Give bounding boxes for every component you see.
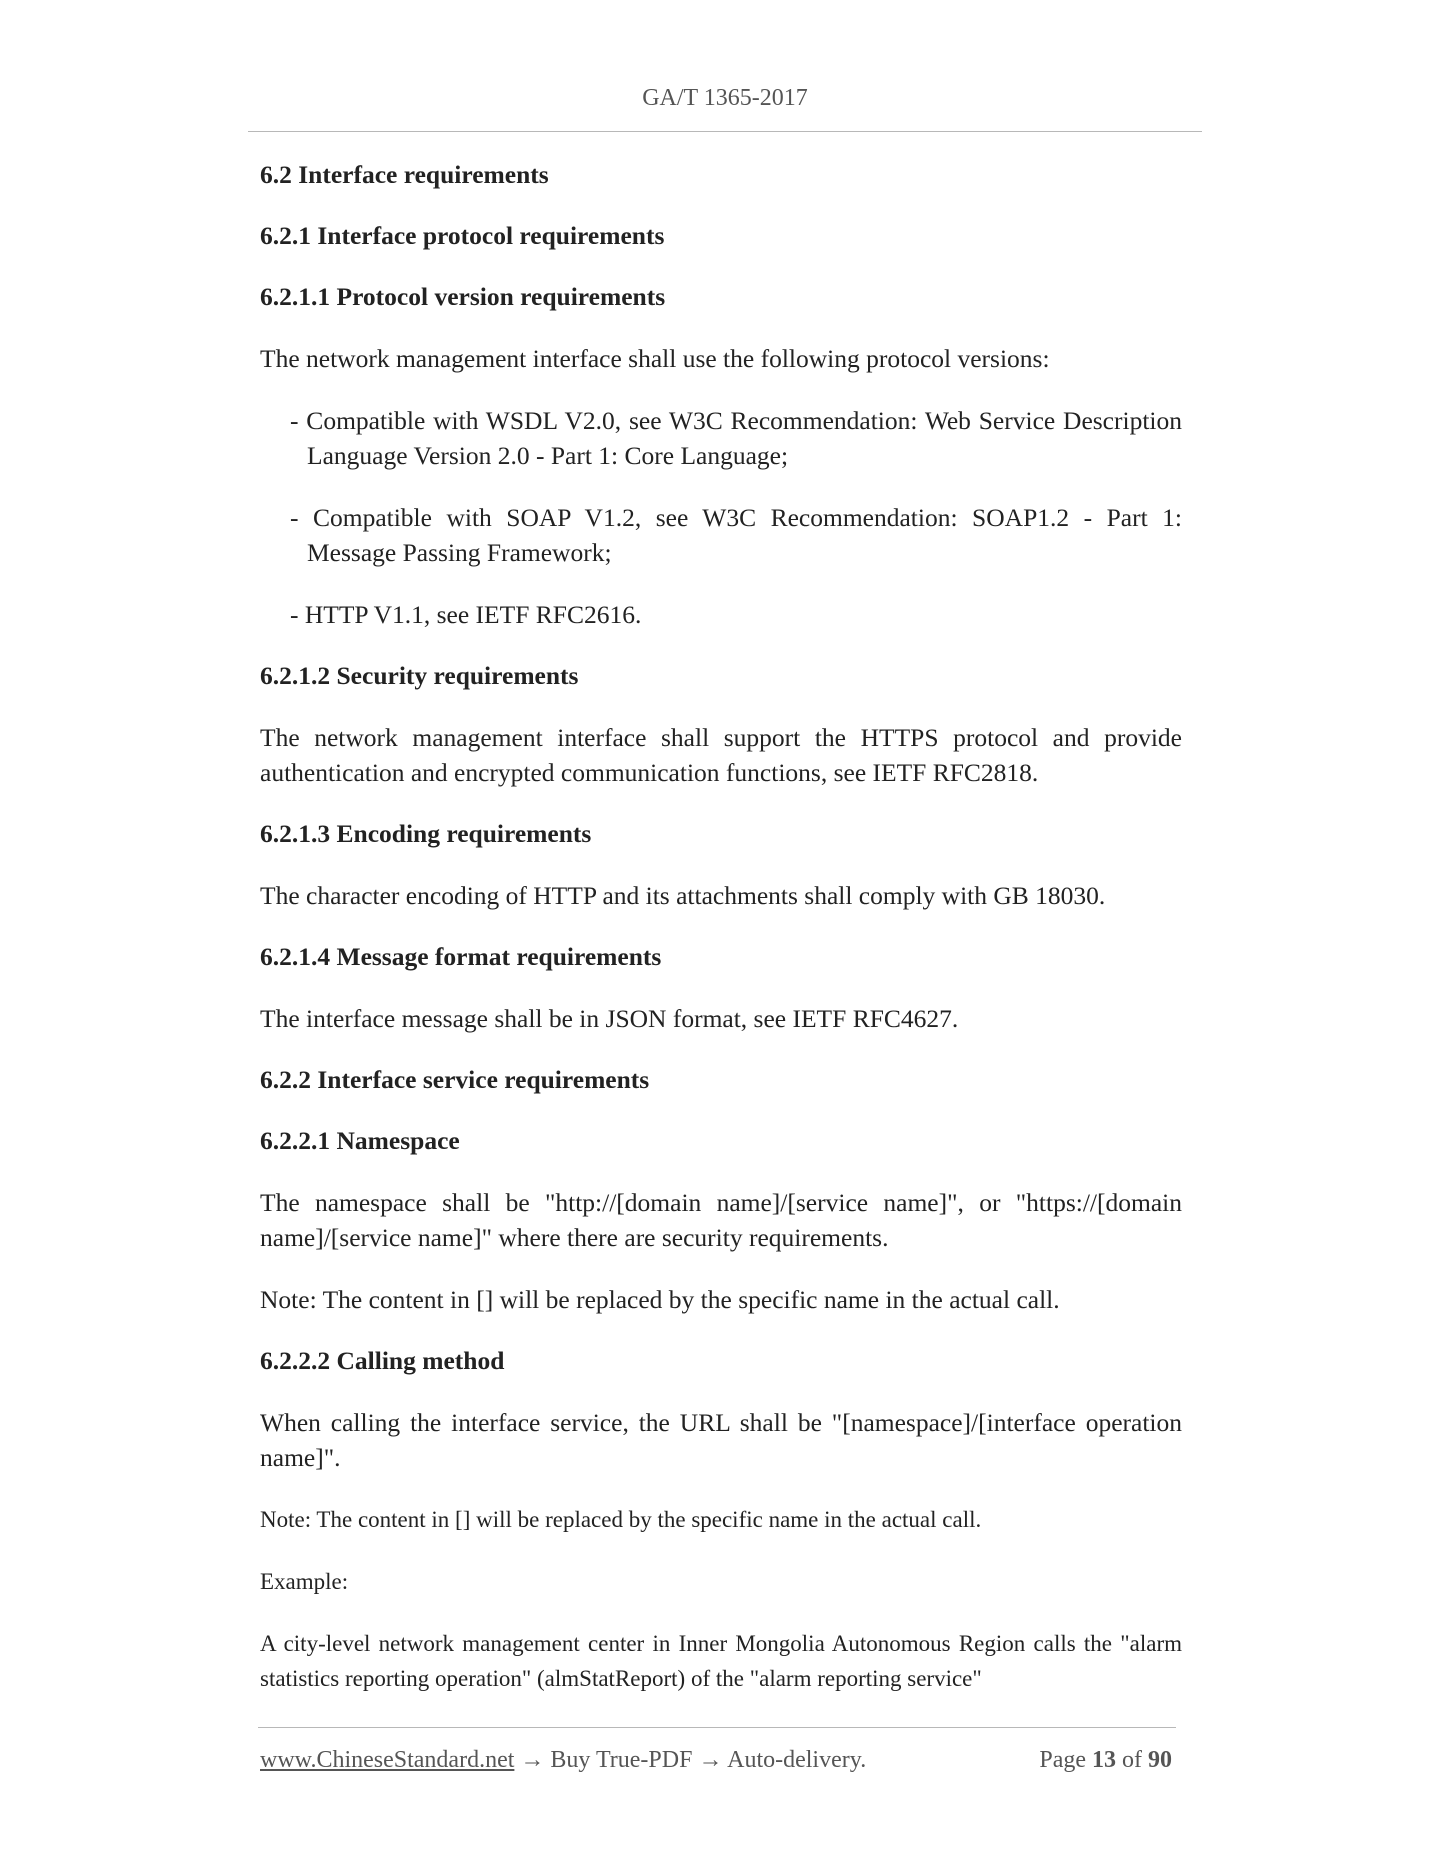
paragraph: When calling the interface service, the URL shall be "[namespace]/[interface operation name]". xyxy=(260,1408,1182,1472)
section-heading: 6.2.1.3 Encoding requirements xyxy=(260,819,592,848)
example-paragraph: A city-level network management center in Inner Mongolia Autonomous Region calls the "alarm statistics reporting operation" (almStatReport) of the "alarm reporting service" xyxy=(260,1631,1182,1691)
list-item: - Compatible with SOAP V1.2, see W3C Recommendation: SOAP1.2 - Part 1: Message Passing Framework; xyxy=(290,503,1182,567)
section-heading: 6.2 Interface requirements xyxy=(260,160,549,189)
footer-promo xyxy=(260,1745,866,1775)
promo-text: → Buy True-PDF → Auto-delivery. xyxy=(520,1747,867,1773)
paragraph: The namespace shall be "http://[domain name]/[service name]", or "https://[domain name]/[service name]" where there are security requirements. xyxy=(260,1188,1182,1252)
page-content xyxy=(260,158,1182,1723)
section-heading: 6.2.1.1 Protocol version requirements xyxy=(260,282,666,311)
paragraph: The network management interface shall use the following protocol versions: xyxy=(260,344,1050,373)
section-heading: 6.2.1.4 Message format requirements xyxy=(260,942,662,971)
site-link[interactable]: www.ChineseStandard.net xyxy=(260,1747,515,1773)
paragraph: The network management interface shall support the HTTPS protocol and provide authentication and encrypted communication functions, see IETF RFC2818. xyxy=(260,723,1182,787)
note-paragraph: Note: The content in [] will be replaced by the specific name in the actual call. xyxy=(260,1285,1060,1314)
section-heading: 6.2.1.2 Security requirements xyxy=(260,661,579,690)
list-item: - Compatible with WSDL V2.0, see W3C Recommendation: Web Service Description Language Version 2.0 - Part 1: Core Language; xyxy=(290,406,1182,470)
paragraph: The character encoding of HTTP and its attachments shall comply with GB 18030. xyxy=(260,881,1106,910)
section-heading: 6.2.2 Interface service requirements xyxy=(260,1065,650,1094)
of-label: of xyxy=(1122,1747,1142,1773)
page-number: 13 xyxy=(1092,1747,1116,1773)
header-rule xyxy=(248,131,1202,132)
section-heading: 6.2.2.2 Calling method xyxy=(260,1346,505,1375)
section-heading: 6.2.1 Interface protocol requirements xyxy=(260,221,665,250)
example-label: Example: xyxy=(260,1569,349,1594)
total-pages: 90 xyxy=(1148,1747,1172,1773)
page-indicator xyxy=(1039,1745,1172,1775)
paragraph: The interface message shall be in JSON format, see IETF RFC4627. xyxy=(260,1004,959,1033)
note-paragraph: Note: The content in [] will be replaced by the specific name in the actual call. xyxy=(260,1507,982,1532)
page-label: Page xyxy=(1039,1747,1086,1773)
section-heading: 6.2.2.1 Namespace xyxy=(260,1126,460,1155)
footer-rule xyxy=(258,1727,1176,1728)
page-header: GA/T 1365-2017 xyxy=(642,85,808,111)
list-item: - HTTP V1.1, see IETF RFC2616. xyxy=(290,600,642,629)
